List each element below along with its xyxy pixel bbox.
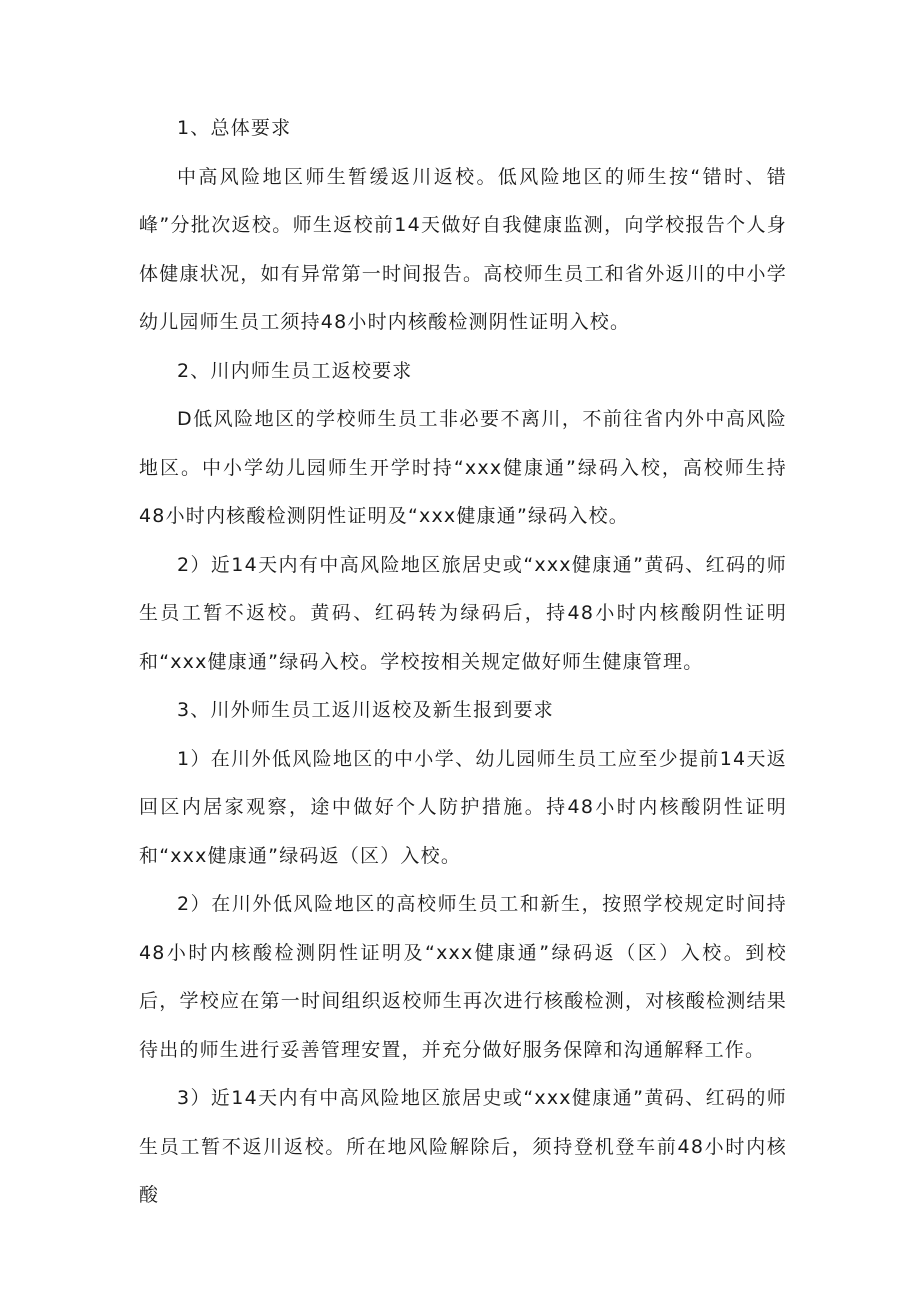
paragraph-out-province-2: 2）在川外低风险地区的高校师生员工和新生，按照学校规定时间持48小时内核酸检测阴性证明及“xxx健康通”绿码返（区）入校。到校后，学校应在第一时间组织返校师生再次进行核酸检测，对核酸检测结果待出的师生进行妥善管理安置，并充分做好服务保障和沟通解释工作。 [139, 893, 787, 1061]
paragraph-in-province-1: D低风险地区的学校师生员工非必要不离川，不前往省内外中高风险地区。中小学幼儿园师生开学时持“xxx健康通”绿码入校，高校师生持48小时内核酸检测阴性证明及“xxx健康通”绿码入校。 [139, 408, 787, 527]
section-heading-1: 1、总体要求 [177, 117, 292, 139]
paragraph-in-province-2: 2）近14天内有中高风险地区旅居史或“xxx健康通”黄码、红码的师生员工暂不返校。黄码、红码转为绿码后，持48小时内核酸阴性证明和“xxx健康通”绿码入校。学校按相关规定做好师生健康管理。 [139, 553, 787, 673]
section-heading-3: 3、川外师生员工返川返校及新生报到要求 [177, 699, 554, 721]
document-page [139, 104, 787, 1220]
paragraph-out-province-1: 1）在川外低风险地区的中小学、幼儿园师生员工应至少提前14天返回区内居家观察，途中做好个人防护措施。持48小时内核酸阴性证明和“xxx健康通”绿码返（区）入校。 [139, 747, 787, 867]
paragraph-out-province-3: 3）近14天内有中高风险地区旅居史或“xxx健康通”黄码、红码的师生员工暂不返川返校。所在地风险解除后，须持登机登车前48小时内核酸 [139, 1087, 787, 1206]
section-heading-2: 2、川内师生员工返校要求 [177, 359, 413, 382]
paragraph-general-requirements: 中高风险地区师生暂缓返川返校。低风险地区的师生按“错时、错峰”分批次返校。师生返校前14天做好自我健康监测，向学校报告个人身体健康状况，如有异常第一时间报告。高校师生员工和省外返川的中小学幼儿园师生员工须持48小时内核酸检测阴性证明入校。 [139, 165, 787, 333]
